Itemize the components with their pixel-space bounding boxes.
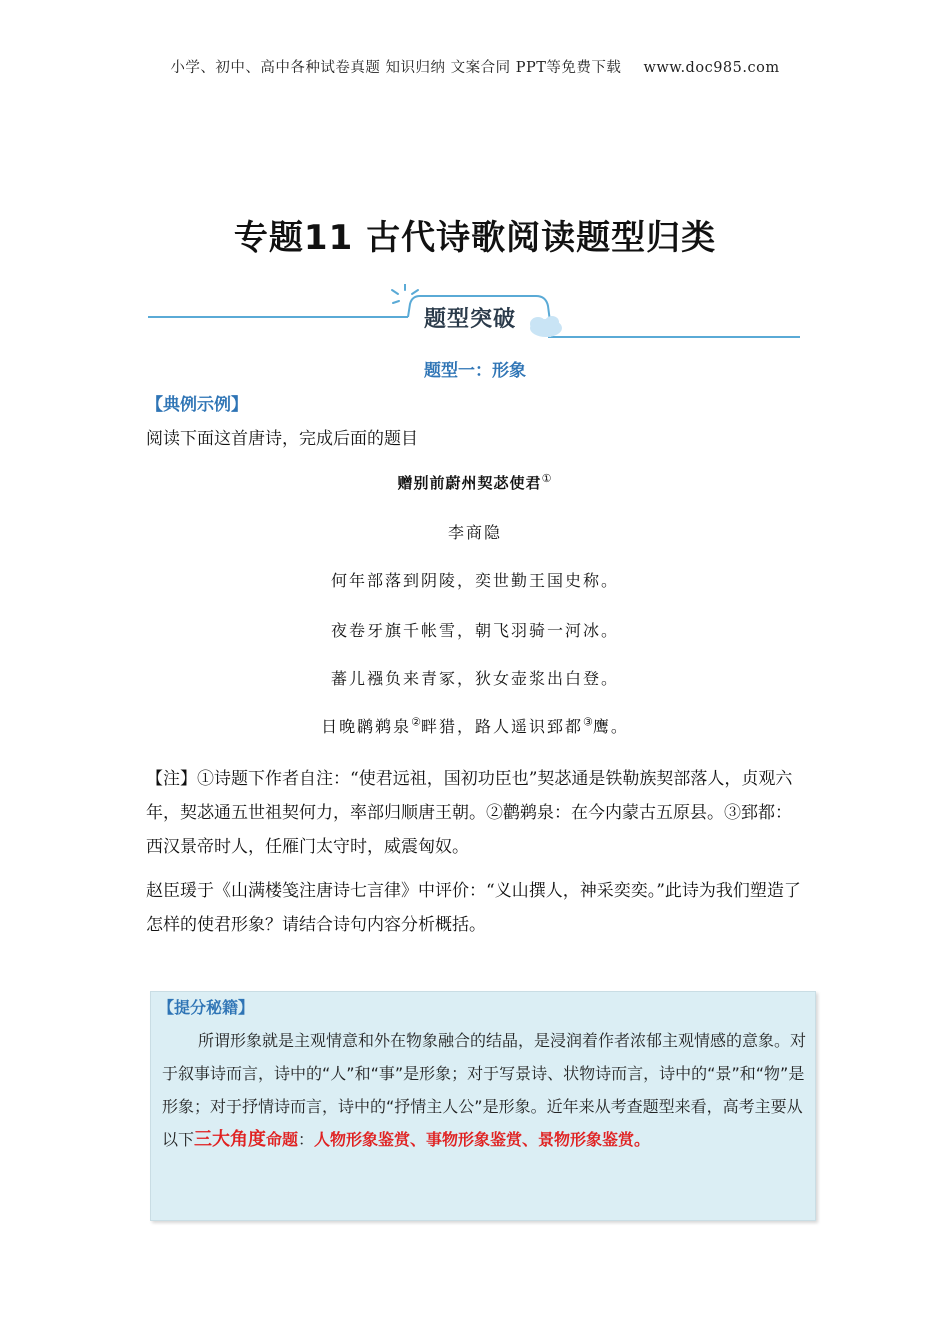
poem-line-4-mark-1: ②: [411, 715, 421, 729]
poem-line-1: 何年部落到阴陵，奕世勤王国史称。: [330, 571, 619, 590]
header-text: 小学、初中、高中各种试卷真题 知识归纳 文案合同 PPT等免费下载: [170, 60, 622, 76]
tips-highlight-mingti: 命题: [266, 1130, 299, 1149]
poem-line-4: [0, 714, 950, 737]
example-label: 【典例示例】: [146, 395, 248, 415]
poem-title-note-mark: ①: [541, 472, 553, 485]
section-banner-label: 题型突破: [424, 307, 517, 332]
poem-notes: 【注】①诗题下作者自注：“使君远祖，国初功臣也”契苾通是铁勒族契部落人，贞观六年，契苾通五世祖契何力，率部归顺唐王朝。②鹳鹈泉：在今内蒙古五原县。③郅都：西汉景帝时人，任雁门太守时，威震匈奴。: [146, 769, 793, 857]
poem-line-4-part-c: 鹰。: [592, 717, 629, 736]
tips-label: 【提分秘籍】: [158, 998, 255, 1017]
poem-line-4-part-a: 日晚䴙鹈泉: [321, 717, 412, 736]
tips-body: [162, 1024, 806, 1156]
header-url[interactable]: www.doc985.com: [643, 60, 780, 76]
instruction-text: 阅读下面这首唐诗，完成后面的题目: [146, 429, 418, 449]
poem-author: 李商隐: [447, 523, 502, 542]
poem-line-2: 夜卷牙旗千帐雪，朝飞羽骑一河冰。: [330, 621, 619, 640]
poem-line-3: 蕃儿襁负来青冢，狄女壶浆出白登。: [330, 669, 619, 688]
tips-highlight-angles: 三大角度: [194, 1129, 267, 1150]
tips-colon: ：: [298, 1130, 315, 1149]
poem-line-4-part-b: 畔猎，路人遥识郅都: [420, 717, 583, 736]
poem-title-text: 赠别前蔚州契苾使君: [397, 474, 542, 492]
cloud-icon: [530, 316, 562, 337]
page-title: 专题11 古代诗歌阅读题型归类: [233, 218, 717, 258]
poem-line-4-mark-2: ③: [583, 715, 593, 729]
tips-highlight-types: 人物形象鉴赏、事物形象鉴赏、景物形象鉴赏。: [314, 1130, 651, 1149]
tips-body-text: 所谓形象就是主观情意和外在物象融合的结晶，是浸润着作者浓郁主观情感的意象。对于叙事诗而言，诗中的“人”和“事”是形象；对于写景诗、状物诗而言，诗中的“景”和“物”是形象；对于抒情诗而言，诗中的“抒情主人公”是形象。近年来从考查题型来看，高考主要从以下: [162, 1031, 807, 1149]
type-heading: 题型一：形象: [424, 361, 526, 381]
question-text: 赵臣瑗于《山满楼笺注唐诗七言律》中评价：“义山撰人，神采奕奕。”此诗为我们塑造了怎样的使君形象？请结合诗句内容分析概括。: [146, 881, 801, 935]
poem-title: [0, 472, 950, 493]
site-header: [0, 56, 950, 77]
